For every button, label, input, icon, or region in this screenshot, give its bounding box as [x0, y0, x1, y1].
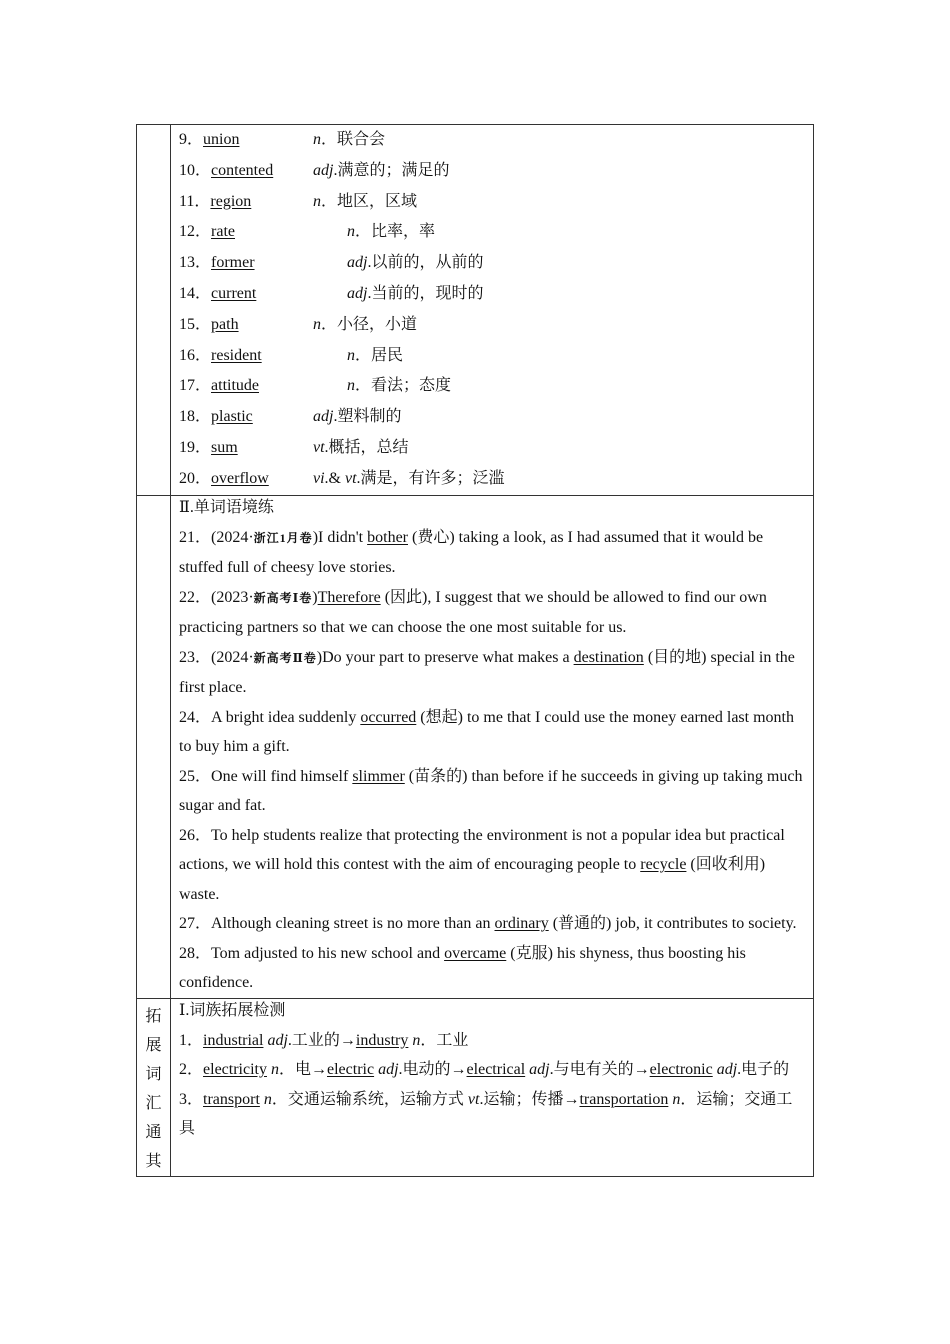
exercise-item [179, 821, 803, 910]
sentence-rest: his shyness, thus boosting his confidence. [179, 944, 746, 992]
answer-word: electricity [203, 1061, 267, 1079]
vocab-item [179, 371, 803, 402]
vocab-number: 18． [179, 408, 212, 426]
vocab-item [179, 187, 803, 218]
vocab-term [179, 156, 273, 187]
vocab-term [179, 371, 259, 402]
part-of-speech: adj [347, 254, 368, 272]
vocab-content [171, 125, 813, 495]
part-of-speech: adj [313, 161, 334, 179]
source-open: (2024· [211, 648, 254, 666]
sentence-rest: , I suggest that we should be allowed to find our own practicing partners so that we can choose the one most suitable for us. [179, 588, 767, 637]
vocab-definition: vi.& vt.满是，有许多；泛滥 [313, 469, 505, 487]
sentence-start: A bright idea suddenly [211, 708, 361, 726]
vocab-item [179, 464, 803, 495]
vocab-word: region [210, 192, 252, 210]
vocab-word: sum [211, 438, 238, 456]
vocab-term [179, 433, 238, 464]
part-of-speech: vt [313, 438, 325, 456]
vocab-term [179, 187, 251, 218]
chinese-hint: (普通的) [548, 915, 612, 933]
worksheet-table [136, 124, 814, 1177]
vocab-word: contented [211, 161, 274, 179]
vocab-definition: adj.塑料制的 [313, 408, 402, 426]
vocab-term [179, 464, 269, 495]
answer-word: electric [327, 1061, 375, 1079]
exercise-item [179, 762, 803, 821]
vocab-word: resident [211, 346, 262, 364]
sentence-rest: special in the first place. [179, 648, 795, 697]
answer-word: bother [367, 528, 408, 546]
part-of-speech: n [347, 223, 355, 241]
vocab-number: 20． [179, 469, 212, 487]
answer-word: transport [203, 1090, 260, 1108]
family-line-2: 2．electricity n．电→electric adj.电动的→electrical adj.与电有关的→electronic adj.电子的 [179, 1061, 790, 1079]
exercise-number: 22． [179, 588, 212, 606]
part-of-speech: n [313, 192, 321, 210]
vocab-item [179, 156, 803, 187]
sentence-rest: job, it contributes to society. [611, 915, 797, 933]
section-heading-3: Ⅰ.词族拓展检测 [179, 1001, 286, 1019]
chinese-hint: (克服) [506, 944, 553, 962]
side-char: 词 [145, 1065, 162, 1083]
exercise-item [179, 583, 803, 643]
word-family-row [137, 998, 813, 1176]
vocab-word: current [211, 284, 257, 302]
part-of-speech: n [347, 346, 355, 364]
part-of-speech: vi [313, 469, 325, 487]
vocab-number: 12． [179, 223, 212, 241]
sentence-start: ) [312, 588, 318, 606]
vocab-term [179, 217, 235, 248]
vocab-definition: adj.当前的，现时的 [347, 284, 484, 302]
vocab-number: 10． [179, 161, 212, 179]
vocab-number: 16． [179, 346, 212, 364]
vocab-number: 17． [179, 377, 212, 395]
part-of-speech: adj [347, 284, 368, 302]
vocab-item [179, 217, 803, 248]
vocab-term [179, 125, 239, 156]
side-label [137, 999, 171, 1176]
context-content [171, 496, 813, 998]
vocab-word: former [211, 254, 255, 272]
side-char: 拓 [145, 1007, 162, 1025]
side-char: 汇 [145, 1094, 162, 1112]
vocab-definition: n．居民 [347, 346, 404, 364]
vocab-term [179, 341, 262, 372]
answer-word: occurred [360, 708, 417, 726]
exercise-number: 21． [179, 528, 212, 546]
part-of-speech: adj [313, 408, 334, 426]
side-char: 其 [145, 1152, 162, 1170]
vocab-word: overflow [211, 469, 269, 487]
exercise-item [179, 523, 803, 583]
vocab-item [179, 402, 803, 433]
vocab-term [179, 310, 239, 341]
side-char: 通 [145, 1123, 162, 1141]
answer-word: recycle [640, 856, 687, 874]
exercise-number: 26． [179, 826, 212, 844]
side-label-empty-2 [137, 496, 171, 998]
chinese-hint: (费心) [408, 528, 455, 546]
vocab-row [137, 125, 813, 495]
exercise-number: 23． [179, 648, 212, 666]
vocab-word: plastic [211, 408, 253, 426]
answer-word: destination [573, 648, 644, 666]
answer-word: slimmer [352, 767, 405, 785]
vocab-item [179, 310, 803, 341]
vocab-definition: n．比率，率 [347, 223, 436, 241]
side-char: 展 [145, 1036, 162, 1054]
answer-word: Therefore [317, 588, 381, 606]
answer-word: overcame [444, 944, 507, 962]
sentence-start: One will find himself [211, 767, 353, 785]
exercise-number: 28． [179, 944, 212, 962]
answer-word: ordinary [494, 915, 549, 933]
answer-word: electrical [466, 1061, 526, 1079]
sentence-rest: than before if he succeeds in giving up taking much sugar and fat. [179, 767, 803, 815]
answer-word: industrial [203, 1031, 264, 1049]
vocab-definition: n．小径，小道 [313, 315, 418, 333]
exercise-item [179, 643, 803, 703]
vocab-word: path [211, 315, 239, 333]
family-line-1: 1．industrial adj.工业的→industry n．工业 [179, 1031, 469, 1049]
chinese-hint: (想起) [416, 708, 463, 726]
source-open: (2023· [211, 588, 254, 606]
sentence-start: Tom adjusted to his new school and [211, 944, 445, 962]
part-of-speech: n [313, 131, 321, 148]
vocab-definition: adj.以前的，从前的 [347, 254, 484, 272]
vocab-number: 19． [179, 438, 212, 456]
exercise-number: 27． [179, 915, 212, 933]
answer-word: transportation [579, 1090, 669, 1108]
vocab-term [179, 402, 253, 433]
sentence-start: To help students realize that protecting the environment is not a popular idea but practical actions, we will hold this contest with the aim of encouraging people to [179, 826, 785, 874]
vocab-definition: vt.概括，总结 [313, 438, 409, 456]
chinese-hint: (回收利用) [686, 856, 766, 874]
sentence-start: Although cleaning street is no more than an [211, 915, 495, 933]
sentence-rest: to me that I could use the money earned last month to buy him a gift. [179, 708, 794, 756]
vocab-number: 11． [179, 192, 211, 210]
vocab-list [179, 125, 803, 495]
sentence-start: )Do your part to preserve what makes a [316, 648, 574, 666]
chinese-hint: (苗条的) [404, 767, 468, 785]
vocab-item [179, 433, 803, 464]
context-row [137, 495, 813, 998]
exercise-item [179, 909, 803, 939]
vocab-term [179, 248, 255, 279]
part-of-speech: n [313, 315, 321, 333]
vocab-item [179, 125, 803, 156]
source-open: (2024· [211, 528, 254, 546]
vocab-term [179, 279, 256, 310]
word-family-content [171, 999, 813, 1176]
sentence-rest: waste. [179, 885, 220, 903]
vocab-word: union [203, 131, 240, 148]
chinese-hint: (因此) [380, 588, 428, 606]
vocab-number: 15． [179, 315, 212, 333]
family-line-3: 3．transport n．交通运输系统，运输方式 vt.运输；传播→transportation n．运输；交通工具 [179, 1090, 793, 1138]
vocab-item [179, 279, 803, 310]
vocab-definition: adj.满意的；满足的 [313, 161, 450, 179]
vocab-definition: n．地区，区域 [313, 192, 418, 210]
part-of-speech: vt [345, 469, 357, 487]
answer-word: electronic [649, 1061, 713, 1079]
answer-word: industry [355, 1031, 409, 1049]
side-label-empty [137, 125, 171, 495]
vocab-number: 9． [179, 131, 204, 148]
section-heading-2: Ⅱ.单词语境练 [179, 498, 274, 516]
exercise-item [179, 939, 803, 998]
exercise-number: 25． [179, 767, 212, 785]
sentence-start: )I didn't [312, 528, 368, 546]
vocab-item [179, 248, 803, 279]
vocab-number: 13． [179, 254, 212, 272]
source-tag: 新高考Ⅰ卷 [253, 590, 313, 605]
sentence-rest: taking a look, as I had assumed that it would be stuffed full of cheesy love stories. [179, 528, 764, 577]
exercise-number: 24． [179, 708, 212, 726]
exercise-list [179, 523, 803, 998]
exercise-item [179, 703, 803, 762]
vocab-definition: n．看法；态度 [347, 377, 452, 395]
vocab-word: rate [211, 223, 235, 241]
chinese-hint: (目的地) [643, 648, 707, 666]
part-of-speech: n [347, 377, 355, 395]
source-tag: 浙江1月卷 [253, 530, 313, 545]
vocab-number: 14． [179, 284, 212, 302]
vocab-definition: n．联合会 [313, 131, 386, 148]
vocab-item [179, 341, 803, 372]
source-tag: 新高考Ⅱ卷 [253, 650, 317, 665]
vocab-word: attitude [211, 377, 259, 395]
